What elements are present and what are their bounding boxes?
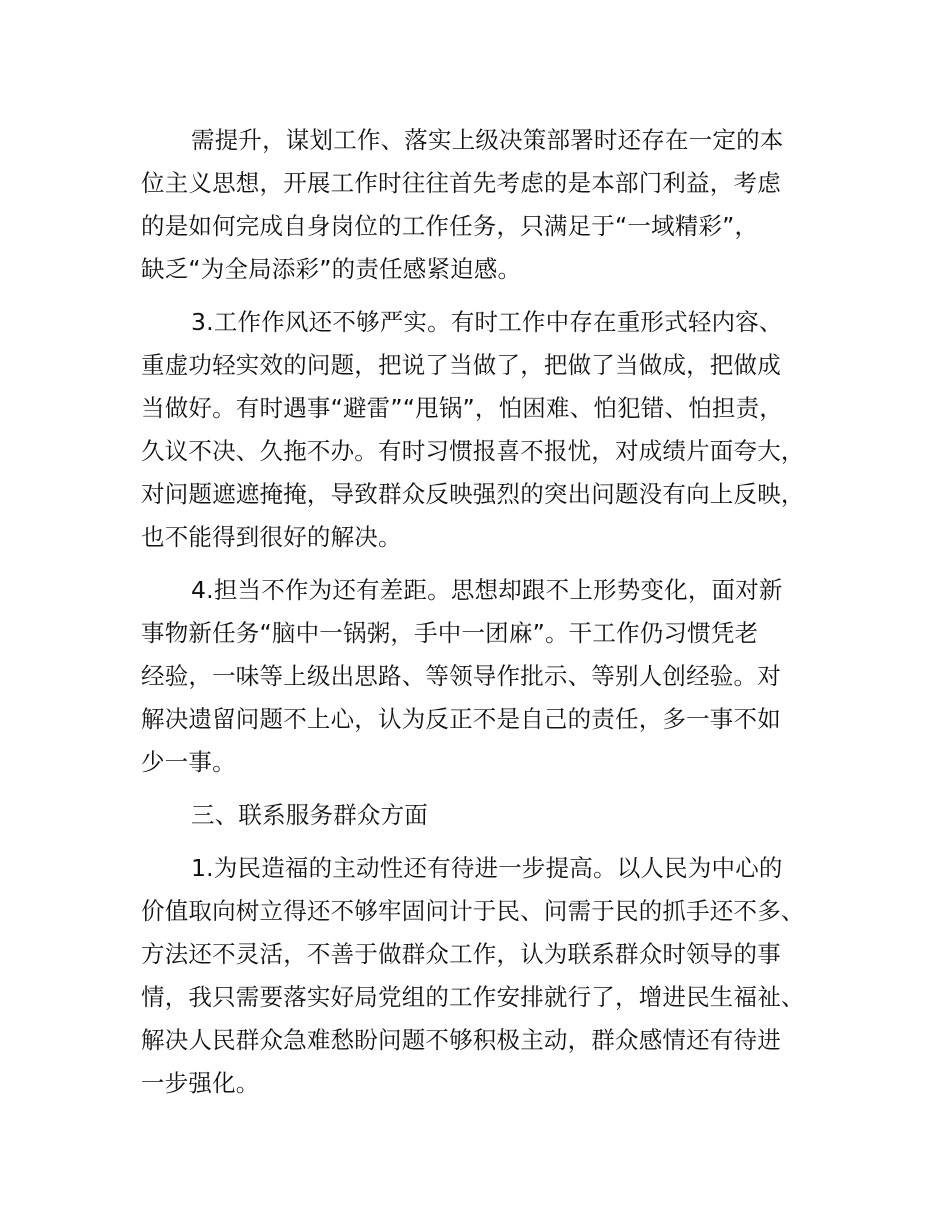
paragraph-item-3-work-style bbox=[141, 301, 841, 559]
paragraph-gap bbox=[141, 559, 841, 569]
text-line: 久议不决、久拖不办。有时习惯报喜不报忧，对成绩片面夸大， bbox=[141, 437, 805, 465]
text-line: 方法还不灵活，不善于做群众工作，认为联系群众时领导的事 bbox=[141, 940, 781, 968]
text-line: 4.担当不作为还有差距。思想却跟不上形势变化，面对新 bbox=[191, 576, 783, 604]
text-line: 解决人民群众急难愁盼问题不够积极主动，群众感情还有待进 bbox=[141, 1026, 781, 1054]
text-line: 对问题遮遮掩掩，导致群众反映强烈的突出问题没有向上反映， bbox=[141, 480, 805, 508]
paragraph-item-3-1-serving-people bbox=[141, 847, 841, 1105]
text-line: 解决遗留问题不上心，认为反正不是自己的责任，多一事不如 bbox=[141, 705, 781, 733]
text-line: 少一事。 bbox=[141, 748, 236, 776]
text-line: 缺乏“为全局添彩”的责任感紧迫感。 bbox=[141, 255, 522, 283]
text-line: 1.为民造福的主动性还有待进一步提高。以人民为中心的 bbox=[191, 854, 783, 882]
text-line: 需提升，谋划工作、落实上级决策部署时还存在一定的本 bbox=[191, 126, 784, 154]
document-body bbox=[141, 119, 841, 1105]
text-line: 事物新任务“脑中一锅粥，手中一团麻”。干工作仍习惯凭老 bbox=[141, 619, 759, 647]
text-line: 的是如何完成自身岗位的工作任务，只满足于“一域精彩”， bbox=[141, 212, 759, 240]
paragraph-continuation bbox=[141, 119, 841, 291]
text-line: 经验，一味等上级出思路、等领导作批示、等别人创经验。对 bbox=[141, 662, 781, 690]
text-line: 情，我只需要落实好局党组的工作安排就行了，增进民生福祉、 bbox=[141, 983, 805, 1011]
text-line: 一步强化。 bbox=[141, 1069, 260, 1097]
text-line: 价值取向树立得还不够牢固问计于民、问需于民的抓手还不多、 bbox=[141, 897, 805, 925]
text-line: 位主义思想，开展工作时往往首先考虑的是本部门利益，考虑 bbox=[141, 169, 781, 197]
paragraph-gap bbox=[141, 837, 841, 847]
text-line: 也不能得到很好的解决。 bbox=[141, 523, 402, 551]
section-heading-3 bbox=[141, 794, 841, 837]
text-line: 当做好。有时遇事“避雷”“甩锅”，怕困难、怕犯错、怕担责， bbox=[141, 394, 783, 422]
paragraph-gap bbox=[141, 291, 841, 301]
section-heading: 三、联系服务群众方面 bbox=[191, 801, 428, 829]
text-line: 3.工作作风还不够严实。有时工作中存在重形式轻内容、 bbox=[191, 308, 783, 336]
paragraph-gap bbox=[141, 784, 841, 794]
paragraph-item-4-responsibility bbox=[141, 569, 841, 784]
text-line: 重虚功轻实效的问题，把说了当做了，把做了当做成，把做成 bbox=[141, 351, 781, 379]
